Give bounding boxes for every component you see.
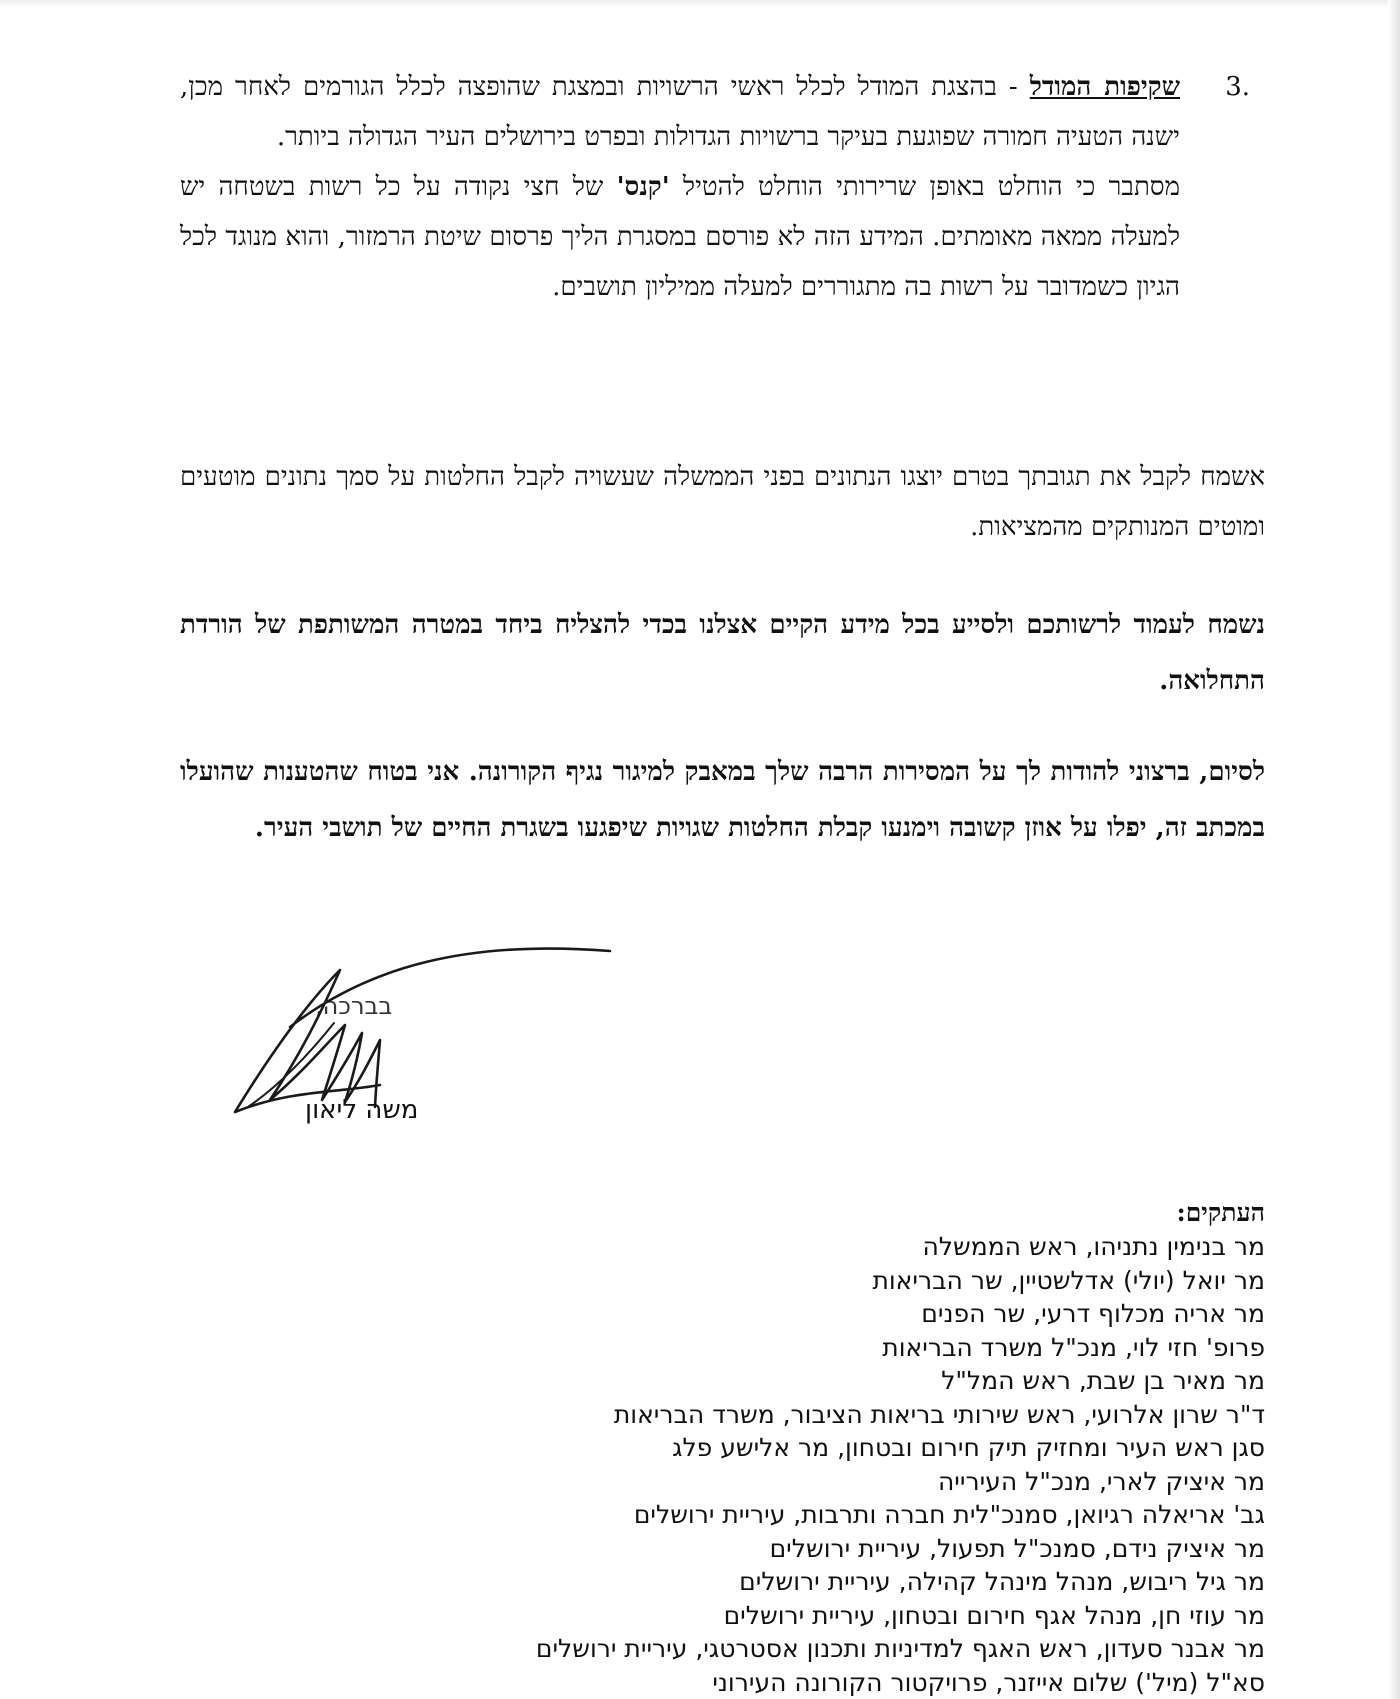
signature-block (230, 935, 630, 1135)
copies-list-item: מר אבנר סעדון, ראש האגף למדיניות ותכנון אסטרטגי, עיריית ירושלים (535, 1634, 1265, 1663)
point-3 (180, 62, 1250, 312)
copies-list-item: מר עוזי חן, מנהל אגף חירום ובטחון, עיריית ירושלים (723, 1600, 1265, 1630)
point-3-paragraph-2 (180, 162, 1180, 312)
signatory-name: משה ליאון (305, 1095, 419, 1125)
request-paragraph: אשמח לקבל את תגובתך בטרם יוצגו הנתונים בפני הממשלה שעשויה לקבל החלטות על סמך נתונים מוטעים ומוטים המנותקים מהמציאות. (180, 462, 1265, 542)
point-3-fine-term: 'קנס' (616, 172, 670, 202)
point-3-intro: - בהצגת המודל לכלל ראשי הרשויות ובמצגת שהופצה לכלל הגורמים לאחר מכן, ישנה הטעיה חמורה שפוגעת בעיקר ברשויות הגדולות ובפרט בירושלים העיר הגדולה ביותר. (180, 72, 1180, 152)
point-3-topic: שקיפות המודל (1029, 72, 1180, 102)
point-3-p2-after: של חצי נקודה על כל רשות בשטחה יש למעלה ממאה מאומתים. המידע הזה לא פורסם במסגרת הליך פרסום שיטת הרמזור, והוא מנוגד לכל הגיון כשמדובר על רשות בה מתגוררים למעלה ממיליון תושבים. (180, 172, 1180, 302)
help-paragraph: נשמח לעמוד לרשותכם ולסייע בכל מידע הקיים אצלנו בכדי להצליח ביחד במטרה המשותפת של הורדת התחלואה. (180, 610, 1265, 696)
copies-list-item: פרופ' חזי לוי, מנכ"ל משרד הבריאות (882, 1332, 1265, 1362)
copies-list-item: מר יואל (יולי) אדלשטיין, שר הבריאות (872, 1265, 1265, 1295)
copies-title-colon: : (1176, 1198, 1186, 1227)
point-3-body (180, 62, 1180, 312)
copies-list-item: מר אריה מכלוף דרעי, שר הפנים (921, 1299, 1265, 1328)
copies-list-item: מר איציק לארי, מנכ"ל העירייה (937, 1466, 1265, 1496)
copies-list-item: מר מאיר בן שבת, ראש המל"ל (941, 1366, 1265, 1395)
point-3-paragraph-1 (180, 62, 1180, 162)
page-top-shadow (0, 0, 1400, 8)
copies-list (365, 1230, 1265, 1699)
closing-paragraph: לסיום, ברצוני להודות לך על המסירות הרבה שלך במאבק למיגור נגיף הקורונה. אני בטוח שהטענות שהועלו במכתב זה, יפלו על אוזן קשובה וימנעו קבלת החלטות שגויות שיפגעו בשגרת החיים של תושבי העיר. (180, 757, 1265, 843)
copies-list-item: סגן ראש העיר ומחזיק תיק חירום ובטחון, מר אלישע פלג (672, 1433, 1265, 1462)
point-3-p2-before: מסתבר כי הוחלט באופן שרירותי הוחלט להטיל (669, 172, 1181, 202)
copies-section (365, 1196, 1265, 1699)
copies-list-item: מר בנימין נתניהו, ראש הממשלה (922, 1232, 1265, 1261)
copies-title-text: העתקים (1185, 1198, 1265, 1227)
handwritten-signature (230, 935, 630, 1135)
copies-list-item: סא"ל (מיל') שלום אייזנר, פרויקטור הקורונה העירוני (712, 1667, 1265, 1697)
page-edge-shadow (1388, 0, 1400, 1699)
copies-list-item: מר איציק נידם, סמנכ"ל תפעול, עיריית ירושלים (769, 1533, 1265, 1563)
copies-title (365, 1196, 1265, 1230)
copies-list-item: מר גיל ריבוש, מנהל מינהל קהילה, עיריית ירושלים (739, 1567, 1265, 1596)
signature-greeting: בברכה, (315, 992, 393, 1020)
point-number: .3 (1225, 72, 1250, 102)
copies-list-item: גב' אריאלה רגיואן, סמנכ"לית חברה ותרבות, עיריית ירושלים (633, 1500, 1265, 1529)
copies-list-item: ד"ר שרון אלרועי, ראש שירותי בריאות הציבור, משרד הבריאות (613, 1399, 1265, 1429)
